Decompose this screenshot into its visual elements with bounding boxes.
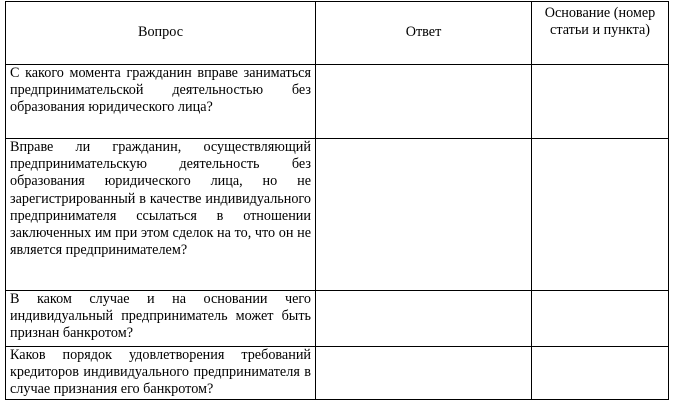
- question-cell: В каком случае и на основании чего индивидуальный предприниматель может быть признан банкротом?: [6, 291, 316, 347]
- question-cell: Вправе ли гражданин, осуществляющий предпринимательскую деятельность без образования юридического лица, но не зарегистрированный в качестве индивидуального предпринимателя ссылаться в отношении заключенных им при этом сделок на то, что он не является предпринимателем?: [6, 139, 316, 291]
- table-row: [6, 347, 669, 400]
- table-row: [6, 65, 669, 139]
- questions-table: [5, 1, 669, 400]
- question-cell: С какого момента гражданин вправе заниматься предпринимательской деятельностью без образования юридического лица?: [6, 65, 316, 139]
- basis-cell[interactable]: [532, 65, 669, 139]
- header-basis: Основание (номер статьи и пункта): [532, 2, 669, 65]
- header-question: Вопрос: [6, 2, 316, 65]
- question-cell: Каков порядок удовлетворения требований кредиторов индивидуального предпринимателя в случае признания его банкротом?: [6, 347, 316, 400]
- answer-cell[interactable]: [316, 347, 532, 400]
- answer-cell[interactable]: [316, 291, 532, 347]
- answer-cell[interactable]: [316, 65, 532, 139]
- basis-cell[interactable]: [532, 139, 669, 291]
- table-row: [6, 291, 669, 347]
- table-header-row: [6, 2, 669, 65]
- table-row: [6, 139, 669, 291]
- basis-cell[interactable]: [532, 291, 669, 347]
- basis-cell[interactable]: [532, 347, 669, 400]
- header-answer: Ответ: [316, 2, 532, 65]
- answer-cell[interactable]: [316, 139, 532, 291]
